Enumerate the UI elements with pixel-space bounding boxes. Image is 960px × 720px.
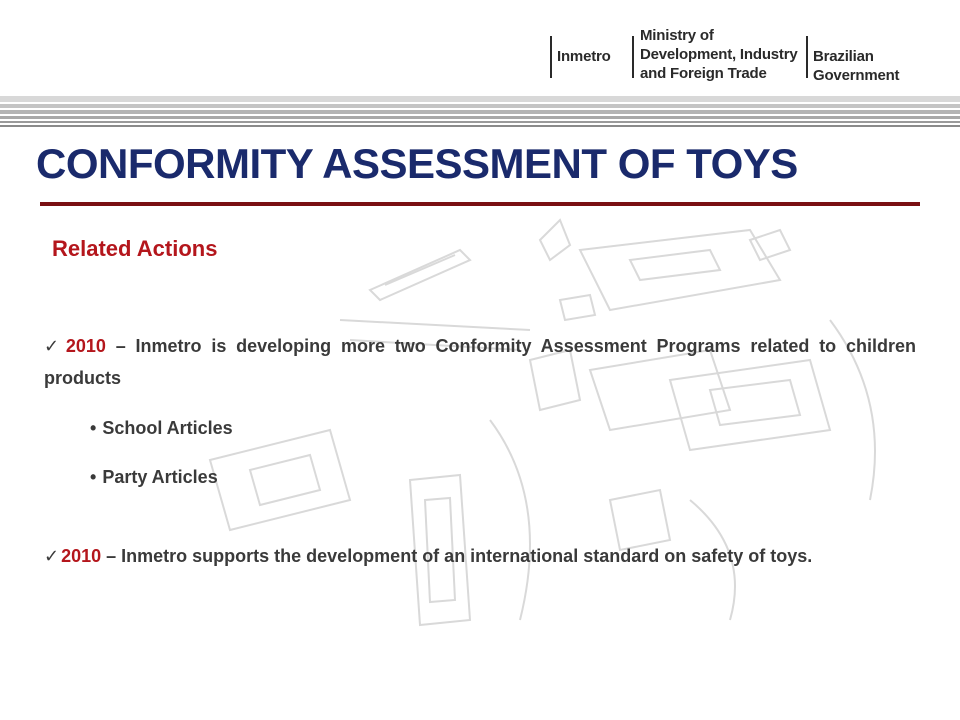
slide-title: CONFORMITY ASSESSMENT OF TOYS bbox=[36, 140, 798, 187]
inmetro-logo-text: Inmetro bbox=[557, 48, 611, 65]
check-icon: ✓ bbox=[44, 546, 60, 566]
bullet-label: School Articles bbox=[102, 418, 233, 438]
logo-separator bbox=[806, 36, 808, 78]
item-text: – Inmetro supports the development of an international standard on safety of toys. bbox=[101, 546, 813, 566]
bullet-dot-icon: • bbox=[90, 467, 97, 487]
bullet-label: Party Articles bbox=[102, 467, 218, 487]
action-item-2 bbox=[44, 540, 916, 572]
check-icon: ✓ bbox=[44, 336, 64, 356]
logo-separator bbox=[550, 36, 552, 78]
action-item-1 bbox=[44, 330, 916, 394]
bullet-item-1 bbox=[90, 418, 233, 439]
item-year: 2010 bbox=[65, 336, 106, 356]
title-underline bbox=[40, 202, 920, 206]
government-logo-text: Brazilian Government bbox=[813, 48, 900, 84]
ministry-logo-text: Ministry of Development, Industry and Foreign Trade bbox=[640, 27, 798, 82]
section-subtitle: Related Actions bbox=[52, 236, 218, 261]
bullet-dot-icon: • bbox=[90, 418, 97, 438]
header-logo-bar bbox=[0, 0, 960, 95]
item-year: 2010 bbox=[61, 546, 102, 566]
background-site-plan-illustration bbox=[190, 200, 950, 640]
bullet-item-2 bbox=[90, 467, 218, 488]
item-text: – Inmetro is developing more two Conformity Assessment Programs related to children products bbox=[44, 336, 916, 388]
logo-separator bbox=[632, 36, 634, 78]
